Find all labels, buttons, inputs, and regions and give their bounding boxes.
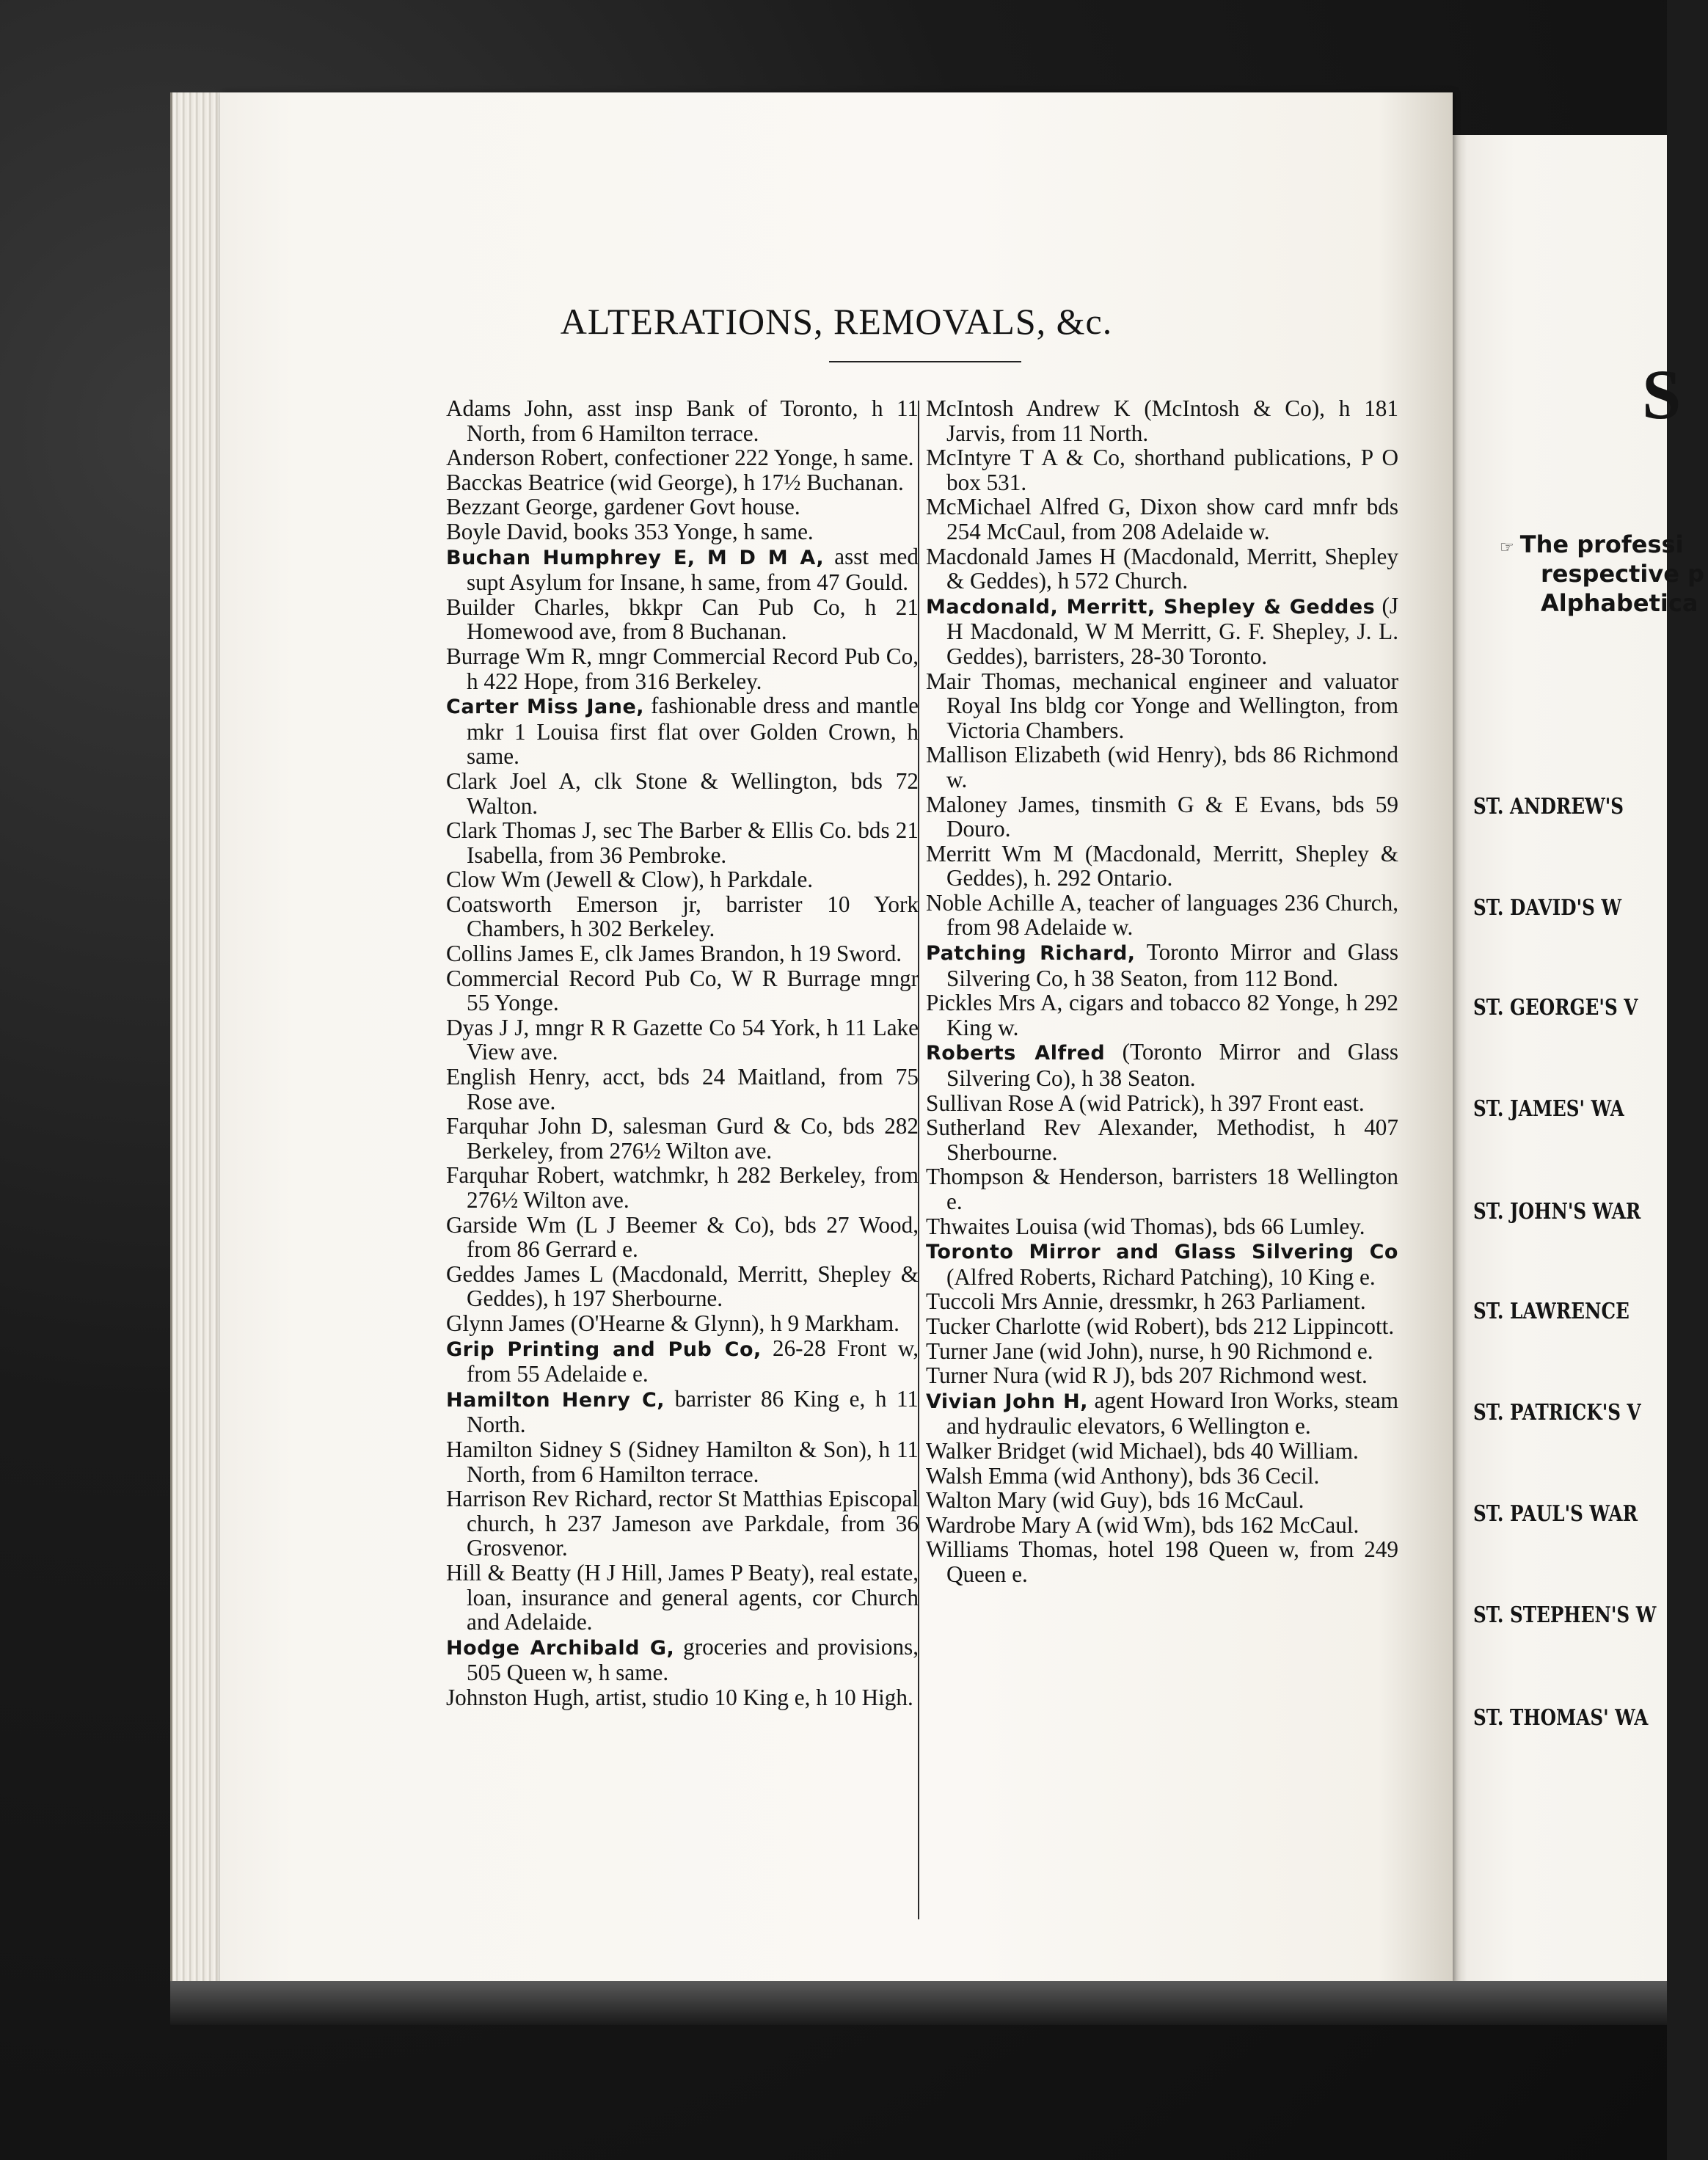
entry-text: Builder Charles, bkkpr Can Pub Co, h 21 Homewood ave, from 8 Buchanan.	[446, 594, 919, 645]
ward-heading: ST. STEPHEN'S W	[1473, 1602, 1657, 1628]
entry-text: Farquhar John D, salesman Gurd & Co, bds 282 Berkeley, from 276½ Wilton ave.	[446, 1113, 919, 1164]
directory-entry	[446, 769, 919, 818]
directory-entry	[926, 544, 1398, 594]
left-column	[446, 396, 919, 1922]
facing-page-note-line: ☞ The professi	[1500, 530, 1684, 558]
entry-text: Pickles Mrs A, cigars and tobacco 82 Yonge, h 292 King w.	[926, 990, 1398, 1040]
entry-bold-name: Vivian John H,	[926, 1390, 1089, 1413]
directory-entry	[446, 519, 919, 544]
entry-text: McIntyre T A & Co, shorthand publications, P O box 531.	[926, 445, 1398, 495]
directory-entry	[446, 1213, 919, 1262]
directory-entry	[926, 1537, 1398, 1586]
entry-text: Walsh Emma (wid Anthony), bds 36 Cecil.	[926, 1462, 1320, 1489]
ward-heading: ST. JAMES' WA	[1473, 1096, 1624, 1122]
directory-entry	[446, 1262, 919, 1311]
directory-entry	[926, 1164, 1398, 1214]
ward-heading: ST. LAWRENCE	[1473, 1299, 1629, 1324]
entry-text: agent Howard Iron Works, steam and hydraulic elevators, 6 Wellington e.	[946, 1387, 1398, 1440]
title-rule	[829, 361, 1021, 362]
directory-entry	[446, 1065, 919, 1114]
facing-page-note-line: respective p	[1541, 560, 1704, 588]
entry-text: fashionable dress and mantle mkr 1 Louisa first flat over Golden Crown, h same.	[467, 693, 919, 770]
directory-entry	[446, 595, 919, 644]
right-column	[926, 396, 1398, 1922]
directory-entry	[446, 966, 919, 1015]
directory-entry	[926, 1214, 1398, 1239]
entry-text: Turner Jane (wid John), nurse, h 90 Richmond e.	[926, 1338, 1373, 1364]
entry-text: Adams John, asst insp Bank of Toronto, h 11 North, from 6 Hamilton terrace.	[446, 395, 919, 446]
facing-page-note-line: Alphabetica	[1541, 589, 1698, 617]
entry-text: Sutherland Rev Alexander, Methodist, h 407 Sherbourne.	[926, 1114, 1398, 1165]
directory-entry	[446, 1685, 919, 1710]
entry-text: Mair Thomas, mechanical engineer and valuator Royal Ins bldg cor Yonge and Wellington, from Victoria Chambers.	[926, 668, 1398, 743]
entry-bold-name: Toronto Mirror and Glass Silvering Co	[926, 1241, 1398, 1264]
entry-text: Macdonald James H (Macdonald, Merritt, Shepley & Geddes), h 572 Church.	[926, 543, 1398, 594]
entry-text: Coatsworth Emerson jr, barrister 10 York Chambers, h 302 Berkeley.	[446, 891, 919, 942]
entry-text: (J H Macdonald, W M Merritt, G. F. Shepley, J. L. Geddes), barristers, 28-30 Toronto.	[946, 592, 1399, 669]
entry-text: Mallison Elizabeth (wid Henry), bds 86 Richmond w.	[926, 742, 1398, 792]
directory-entry	[926, 1115, 1398, 1164]
directory-entry	[926, 594, 1398, 669]
page-title: ALTERATIONS, REMOVALS, &c.	[560, 300, 1113, 342]
directory-entry	[926, 1040, 1398, 1090]
entry-bold-name: Hodge Archibald G,	[446, 1636, 675, 1660]
directory-entry	[446, 445, 919, 470]
directory-entry	[446, 470, 919, 495]
directory-entry	[446, 495, 919, 519]
directory-entry	[446, 867, 919, 892]
entry-text: Bacckas Beatrice (wid George), h 17½ Buchanan.	[446, 469, 904, 495]
entry-text: Hamilton Sidney S (Sidney Hamilton & Son), h 11 North, from 6 Hamilton terrace.	[446, 1436, 919, 1487]
directory-entry	[926, 1091, 1398, 1116]
entry-text: Tucker Charlotte (wid Robert), bds 212 Lippincott.	[926, 1313, 1395, 1339]
entry-text: McIntosh Andrew K (McIntosh & Co), h 181 Jarvis, from 11 North.	[926, 395, 1398, 446]
entry-text: groceries and provisions, 505 Queen w, h same.	[467, 1633, 919, 1686]
entry-bold-name: Hamilton Henry C,	[446, 1388, 665, 1412]
entry-bold-name: Macdonald, Merritt, Shepley & Geddes	[926, 595, 1376, 619]
entry-bold-name: Patching Richard,	[926, 942, 1136, 966]
directory-entry	[926, 1464, 1398, 1489]
entry-text: Hill & Beatty (H J Hill, James P Beaty), real estate, loan, insurance and general agents, cor Church and Adelaide.	[446, 1559, 919, 1635]
entry-text: English Henry, acct, bds 24 Maitland, from 75 Rose ave.	[446, 1064, 919, 1114]
entry-text: Thompson & Henderson, barristers 18 Wellington e.	[926, 1164, 1398, 1214]
entry-bold-name: Grip Printing and Pub Co,	[446, 1338, 762, 1361]
entry-text: Boyle David, books 353 Yonge, h same.	[446, 518, 814, 544]
directory-entry	[446, 693, 919, 769]
book-bottom-shadow	[170, 1981, 1667, 2025]
entry-text: Wardrobe Mary A (wid Wm), bds 162 McCaul.	[926, 1511, 1360, 1538]
facing-page-heading-letter: S	[1642, 355, 1682, 434]
entry-text: barrister 86 King e, h 11 North.	[467, 1385, 919, 1438]
directory-entry	[446, 818, 919, 867]
pointing-hand-icon: ☞	[1500, 539, 1514, 557]
entry-text: Thwaites Louisa (wid Thomas), bds 66 Lumley.	[926, 1213, 1365, 1239]
directory-entry	[446, 1311, 919, 1336]
ward-heading: ST. THOMAS' WA	[1473, 1705, 1649, 1731]
entry-text: Clow Wm (Jewell & Clow), h Parkdale.	[446, 866, 814, 893]
ward-heading: ST. PATRICK'S V	[1473, 1400, 1641, 1426]
directory-entry	[446, 1114, 919, 1163]
entry-bold-name: Roberts Alfred	[926, 1042, 1106, 1065]
directory-entry	[926, 1339, 1398, 1364]
directory-entry	[926, 792, 1398, 842]
entry-text: Clark Joel A, clk Stone & Wellington, bds 72 Walton.	[446, 767, 919, 819]
entry-text: Geddes James L (Macdonald, Merritt, Shepley & Geddes), h 197 Sherbourne.	[446, 1260, 919, 1312]
directory-entry	[926, 940, 1398, 990]
directory-entry	[926, 1488, 1398, 1513]
entry-bold-name: Carter Miss Jane,	[446, 696, 645, 719]
entry-text: (Toronto Mirror and Glass Silvering Co), h 38 Seaton.	[946, 1039, 1398, 1092]
directory-entry	[926, 1314, 1398, 1339]
entry-text: Williams Thomas, hotel 198 Queen w, from 249 Queen e.	[926, 1536, 1398, 1587]
ward-heading: ST. GEORGE'S V	[1473, 995, 1638, 1021]
directory-entry	[926, 495, 1398, 544]
directory-entry	[446, 941, 919, 966]
entry-text: Toronto Mirror and Glass Silvering Co, h 38 Seaton, from 112 Bond.	[946, 939, 1398, 991]
directory-entry	[926, 396, 1398, 445]
directory-entry	[446, 1387, 919, 1437]
directory-entry	[446, 644, 919, 693]
directory-entry	[926, 1439, 1398, 1464]
directory-entry	[926, 990, 1398, 1040]
ward-heading: ST. PAUL'S WAR	[1473, 1501, 1638, 1527]
directory-entry	[926, 1388, 1398, 1439]
entry-text: Burrage Wm R, mngr Commercial Record Pub Co, h 422 Hope, from 316 Berkeley.	[446, 643, 919, 694]
entry-text: 26-28 Front w, from 55 Adelaide e.	[467, 1335, 919, 1387]
entry-text: Garside Wm (L J Beemer & Co), bds 27 Wood, from 86 Gerrard e.	[446, 1211, 919, 1263]
ward-heading: ST. JOHN'S WAR	[1473, 1199, 1641, 1225]
directory-entry	[926, 842, 1398, 891]
directory-entry	[446, 1561, 919, 1635]
directory-entry	[926, 1513, 1398, 1538]
entry-text: Merritt Wm M (Macdonald, Merritt, Shepley & Geddes), h. 292 Ontario.	[926, 840, 1398, 891]
directory-entry	[446, 1486, 919, 1561]
ward-heading: ST. DAVID'S W	[1473, 895, 1622, 921]
entry-text: Tuccoli Mrs Annie, dressmkr, h 263 Parliament.	[926, 1288, 1366, 1315]
directory-entry	[446, 1437, 919, 1486]
entry-text: Walker Bridget (wid Michael), bds 40 William.	[926, 1437, 1359, 1464]
entry-text: asst med supt Asylum for Insane, h same, from 47 Gould.	[467, 543, 919, 596]
entry-text: (Alfred Roberts, Richard Patching), 10 King e.	[946, 1263, 1376, 1290]
directory-entry	[446, 1015, 919, 1065]
entry-text: Walton Mary (wid Guy), bds 16 McCaul.	[926, 1487, 1304, 1514]
entry-text: Noble Achille A, teacher of languages 236 Church, from 98 Adelaide w.	[926, 889, 1398, 941]
directory-entry	[926, 1363, 1398, 1388]
directory-entry	[446, 1163, 919, 1212]
directory-entry	[446, 544, 919, 595]
directory-entry	[926, 445, 1398, 495]
directory-entry	[926, 1289, 1398, 1314]
entry-text: Collins James E, clk James Brandon, h 19 Sword.	[446, 941, 902, 967]
entry-text: Farquhar Robert, watchmkr, h 282 Berkeley, from 276½ Wilton ave.	[446, 1162, 919, 1213]
entry-bold-name: Buchan Humphrey E, M D M A,	[446, 546, 825, 569]
entry-text: Turner Nura (wid R J), bds 207 Richmond west.	[926, 1362, 1368, 1389]
directory-entry	[926, 1238, 1398, 1289]
ward-heading: ST. ANDREW'S	[1473, 794, 1624, 820]
entry-text: Anderson Robert, confectioner 222 Yonge, h same.	[446, 445, 914, 471]
entry-text: Bezzant George, gardener Govt house.	[446, 494, 800, 520]
directory-entry	[926, 669, 1398, 743]
directory-entry	[926, 742, 1398, 792]
entry-text: Glynn James (O'Hearne & Glynn), h 9 Markham.	[446, 1310, 899, 1336]
entry-text: Sullivan Rose A (wid Patrick), h 397 Front east.	[926, 1090, 1365, 1116]
directory-entry	[926, 891, 1398, 940]
directory-entry	[446, 1635, 919, 1685]
entry-text: Maloney James, tinsmith G & E Evans, bds 59 Douro.	[926, 791, 1398, 842]
entry-text: Commercial Record Pub Co, W R Burrage mngr 55 Yonge.	[446, 965, 919, 1016]
entry-text: Dyas J J, mngr R R Gazette Co 54 York, h 11 Lake View ave.	[446, 1014, 919, 1065]
entry-text: Clark Thomas J, sec The Barber & Ellis Co. bds 21 Isabella, from 36 Pembroke.	[446, 817, 919, 868]
directory-entry	[446, 892, 919, 941]
directory-entry	[446, 396, 919, 445]
entry-text: McMichael Alfred G, Dixon show card mnfr bds 254 McCaul, from 208 Adelaide w.	[926, 494, 1398, 544]
entry-text: Harrison Rev Richard, rector St Matthias Episcopal church, h 237 Jameson ave Parkdale, from 36 Grosvenor.	[446, 1486, 919, 1561]
directory-entry	[446, 1336, 919, 1387]
entry-text: Johnston Hugh, artist, studio 10 King e, h 10 High.	[446, 1684, 913, 1710]
